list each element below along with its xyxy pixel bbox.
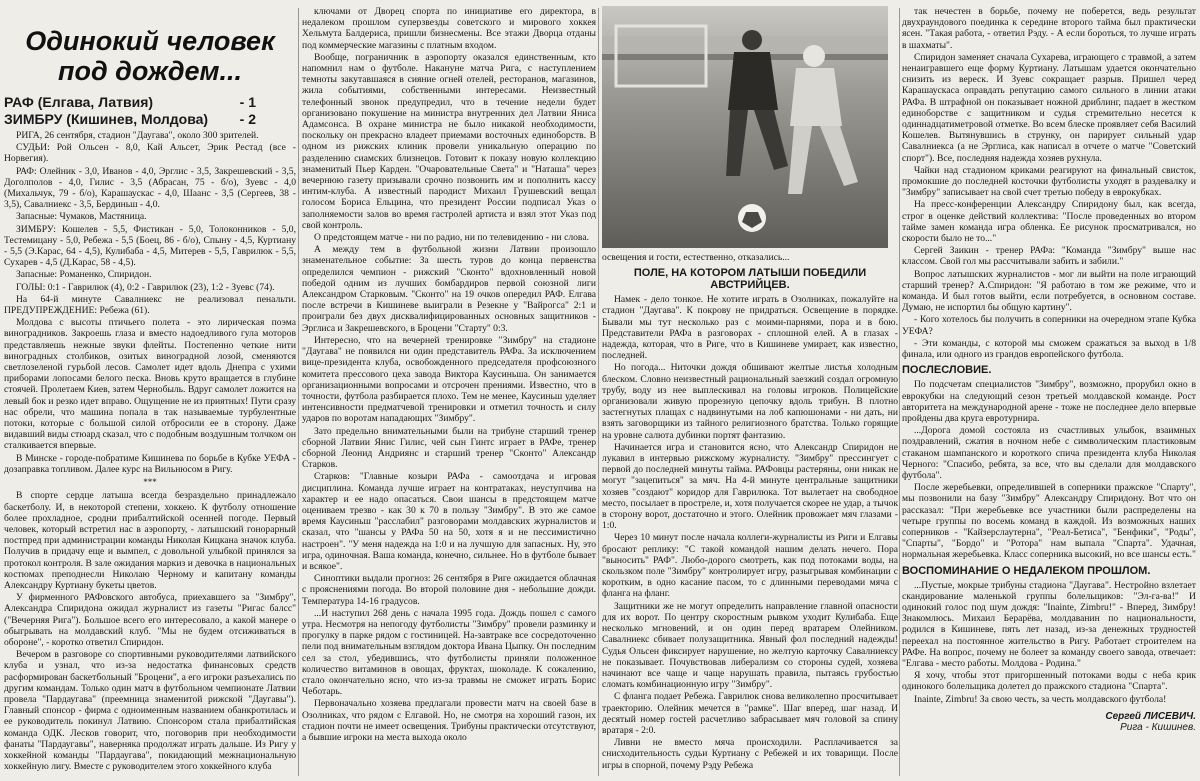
column-divider	[598, 8, 599, 776]
article-paragraph: Синоптики выдали прогноз: 26 сентября в Риге ожидается облачная с прояснениями погода. Во второй половине дня - небольшие дожди. Температура 14-16 градусов.	[302, 573, 596, 607]
section-heading: ПОСЛЕСЛОВИЕ.	[902, 364, 992, 377]
section-separator: ***	[143, 477, 157, 488]
article-paragraph: - Кого хотелось бы получить в соперники на очередном этапе Кубка УЕФА?	[902, 314, 1196, 337]
column-3-body	[602, 294, 898, 771]
article-paragraph: Через 10 минут после начала коллеги-журналисты из Риги и Елгавы бросают реплику: "С такой командой нашим делать нечего. Пора "выносить" РАФ". Любо-дорого смотреть, как под потоками воды, на скользком поле "Зимбру" контролирует игру, разыгрывая комбинации с коротким, в одно касание пасом, то с длинными переводами мяча с фланга на фланг.	[602, 532, 898, 600]
article-paragraph: ГОЛЫ: 0:1 - Гаврилюк (4), 0:2 - Гаврилюк (23), 1:2 - Зуевс (74).	[16, 281, 275, 293]
column-divider	[298, 8, 299, 776]
article-paragraph: О предстоящем матче - ни по радио, ни по телевидению - ни слова.	[314, 232, 589, 244]
article-paragraph: ...Пустые, мокрые трибуны стадиона "Даугава". Нестройно взлетает скандирование маленькой группы болельщиков: "Эл-га-ва!" И одинокий голос под шум дождя: "Inainte, Zimbru!" - Вперед, Зимбру! Знакомлюсь. Михаил Берарёва, молдаванин по национальности, родился в Кишиневе, пять лет назад, из-за денежных трудностей переехал на постоянное жительство в Ригу. Работает строителем на РАФе. На вопрос, почему не болеет за команду своего завода, отвечает: "Елгава - место работы. Молдова - Родина."	[902, 579, 1196, 669]
article-paragraph: ...Дорога домой состояла из счастливых улыбок, взаимных поздравлений, сжатия в ночном небе с символическим пластиковым стаканом шампанского и короткого спича президента клуба Николая Черного: "Спасибо, ребята, за все, что вы сделали для молдавского футбола".	[902, 425, 1196, 481]
column-1	[4, 6, 296, 776]
author-signature	[902, 711, 1196, 733]
article-paragraph: Ливни не вместо мяча происходили. Расплачивается за снисходительность судьи Куртиану с Ребежей и их товарищи. После игры в спорной, почему Рэду Ребежа	[602, 737, 898, 771]
article-paragraph: ЗИМБРУ: Кошелев - 5,5, Фистикан - 5,0, Толоконников - 5,0, Тестемицану - 5,0, Ребежа - 5,5 (Боец, 86 - б/о), Спыну - 4,5, Куртиану - 5,5 (Э.Карас, 64 - 4,5), Кулибаба - 4,5, Митерев - 5,5, Гаврилюк - 5,5, Сухарев - 4,5 (Д.Карас, 58 - 4,5).	[4, 223, 296, 269]
article-paragraph: С фланга подает Ребежа. Гаврилюк снова великолепно просчитывает траекторию. Олейник мечется в "рамке". Шаг вперед, шаг назад. И десятый номер гостей расчетливо забрасывает мяч головой за спину вратаря - 2:0.	[602, 691, 898, 736]
article-paragraph: Сергей Заикин - тренер РАФа: "Команда "Зимбру" выше нас классом. Свой гол мы рассчитывали забить и забили."	[902, 245, 1196, 268]
article-paragraph: Первоначально хозяева предлагали провести матч на своей базе в Озолниках, что рядом с Елгавой. Но, не смотря на хороший газон, их стадион почти не имеет освещения. Трибуны практически отсутствуют, а бывшие игроки на места выхода около	[302, 698, 596, 743]
team2-score: - 2	[239, 111, 256, 127]
article-paragraph: Молдова с высоты птичьего полета - это лирическая поэма виноградников. Закроешь глаза и вместо надоедливого гула моторов представляешь нежные звуки флейты. Постепенно четкие нити виноградных столбиков, озитых виноградной лозой, сменяются светлозеленой гурьбой лесов. Самолет идет вдоль Днепра с ухими приборами лопосами белого песка. Вновь круто вращается в глубине стоячей. Пролетаем Киев, затем Чернобыль. Вдруг самолет ложится на левый бок и резко идет вправо. Ощущение не из приятных! Пути сразу нас обрели, что машина попала в так называемые турбулентные потоки, которые с большой силой отбросили ее в сторону. Даже видавший виды стюард сказал, что с подобным воздушным толчком он сталкивается впервые.	[4, 317, 296, 452]
article-paragraph: Интересно, что на вечерней тренировке "Зимбру" на стадионе "Даугава" не появился ни один представитель РАФа. За исключением вице-президента клуба, освобожденного председателя профсоюзного комитета прессового цеха завода Виктора Каусиньша. Он занимается организационными вопросами и отсрочен прениями. Известно, что в точности, футбола разбирается плохо. Тем не менее, Каусиньш уделяет интенсивности предматчевой тренировки и отметил точность и силу ударов по воротам нападающих "Зимбру".	[302, 334, 596, 425]
article-paragraph: Чайки над стадионом криками реагируют на финальный свисток, промокшие до последней косточки футболисты уходят в раздевалку и "Зимбру" записывает на свой счет третью победу в еврокубках.	[902, 164, 1196, 199]
column-4-body	[902, 6, 1196, 705]
article-paragraph: Старков: "Главные козыри РАФа - самоотдача и игровая дисциплина. Команда лучше играет на контратаках, неуступчива на характер и ее надо опасаться. Свои шансы в предстоящем матче оцениваем трезво - как 30 к 70 в пользу "Зимбру". В это же самое время Каусиньш "расслабил" разговорами молдавских журналистов и сказал, что "шансы у РАФа 50 на 50, хотя я и не пессимистично настроен". "У меня надежда на 1:0 и на лучшую для запасных. Ну, это игра, одиночная. Ваша команда, конечно, сильнее. Но в футболе бывает и всякое".	[302, 471, 596, 572]
section-heading: ПОЛЕ, НА КОТОРОМ ЛАТЫШИ ПОБЕДИЛИ АВСТРИЙЦЕВ.	[633, 267, 867, 292]
column-2	[302, 6, 596, 776]
article-paragraph: На пресс-конференции Александру Спиридону был, как всегда, строг в оценке действий коллектива: "После проведенных во втором тайме замен команда игра обленка. Ее рисунок просматривался, но скорости было не то..."	[902, 199, 1196, 245]
section-heading: ВОСПОМИНАНИЕ О НЕДАЛЕКОМ ПРОШЛОМ.	[902, 564, 1151, 577]
article-paragraph: ключами от Дворец спорта по инициативе его директора, в недалеком прошлом суперзвезды советского и мирового хоккея Хельмута Балдериса, пришли бизнесмены. Все этажи Дворца отданы под коммерческие магазины с платным входом.	[302, 6, 596, 51]
article-paragraph: Inainte, Zimbru! За свою честь, за честь молдавского футбола!	[914, 693, 1167, 705]
article-paragraph: Зато предельно внимательными были на трибуне старший тренер сборной Латвии Янис Гилис, чей сын Гинтс играет в РАФе, тренер сборной Леонид Андриянс и старший тренер "Сконто" Александр Старков.	[302, 425, 596, 471]
article-paragraph: Защитники же не могут определить направление главной опасности для их ворот. По центру скоростным рывком уходит Кулибаба. Еще несколько мгновений, и он один перед вратарем Олейником. Савалниекс сбивает полузащитника. Явный фол последний надежды! Судья Ольсен фиксирует нарушение, но желтую карточку Савалниексу не показывает. Почувствовав либерализм со стороны судей, хозяева начинают все чаще и чаще нарушать правила, пытаясь грубостью сломать комбинационную игру "Зимбру".	[602, 600, 898, 691]
article-paragraph: Начинается игра и становится ясно, что Александр Спиридон не лукавил в интервью рижскому журналисту. "Зимбру" прессингует с первой до последней минуты тайма. РАФовцы растеряны, они никак не могут "зацепиться" за мяч. На 4-й минуте центральные защитники хозяев "создают" коридор для Гаврилюка. Тот вылетает на свободное место, посылает в простреле, и, хотя получается скорее не удар, а тычок в сторону ворот, достаточно и этого. Олейник провожает мяч глазами - 1:0.	[602, 441, 898, 532]
article-paragraph: Вообще, пограничник в аэропорту оказался единственным, кто напомнил нам о футболе. Накануне матча Рига, с наступлением темноты закутавшаяся в сияние огней отелей, ресторанов, магазинов, жила событиями, собственными интересами. Неизвестный телефонный звонок предупредил, что в течение недели будет организовано покушение на министра внутренних дел Латвии Яниса Адамсонса. В охране министра не было никакой необходимости, поскольку он прекрасно владеет приемами восточных единоборств. В одном из рижских клиник провели уникальную операцию по разделению сиамских близнецов. Готовит к показу новую коллекцию знаменитый Пьер Карден. "Очаровательные Света" и "Наташа" через вечернюю газету призывали срочно позвонить им и пополнить кассу интим-клуба. А известный пародист Михаил Грушевский вещал голосом Бориса Ельцина, что президент России подписал Указ о заполняемости залов во время гастролей артиста и взял этот Указ под свой контроль.	[302, 51, 596, 231]
article-paragraph: Запасные: Романенко, Спиридон.	[16, 269, 152, 281]
article-paragraph: У фирменного РАФовского автобуса, приехавшего за "Зимбру", Александра Спиридона ожидал журналист из газеты "Ригас балсс" ("Вечерняя Рига"). Большое всего его интересовало, а какой манере о обыгрывать на молдавский клуб. "Мы не будем отсиживаться в обороне", - коротко ответил Спиридон.	[4, 592, 296, 648]
article-paragraph: Вопрос латышских журналистов - мог ли выйти на поле играющий старший тренер? А.Спиридон: "Я работаю в том же режиме, что и команда. И был готов выйти, если потребуется, в основном составе. Думаю, не испортил бы общую картину".	[902, 268, 1196, 314]
article-paragraph: По подсчетам специалистов "Зимбру", возможно, прорубил окно в еврокубки на следующий сезон третьей молдавской команде. Рост авторитета на международной арене - тоже не последнее дело впервые пройдены два круга еврoтурнира.	[902, 379, 1196, 424]
article-paragraph: Я хочу, чтобы этот пригоршенный потоками воды с неба крик одинокого болельщика долетел до пражского стадиона "Спарта".	[902, 670, 1196, 693]
article-paragraph: Намек - дело тонкое. Не хотите играть в Озолниках, пожалуйте на стадион "Даугава". К покрову не придраться. Освещение в порядке. Бывали мы тут несколько раз с моими-парнями, пора и в бою. Представители РАФа в разговорах - сплошной елей. А в глазах - надежда, которая, что в Риге, что в Кишиневе умирает, как известно, последней.	[602, 294, 898, 362]
photo-caption: освещения и гости, естественно, отказались...	[602, 252, 790, 263]
match-photo	[602, 6, 888, 248]
article-paragraph: В Минске - городе-побратиме Кишинева по борьбе в Кубке УЕФА - дозаправка топливом. Далее курс на Вильнюсом в Ригу.	[4, 452, 296, 475]
article-paragraph: После жеребьевки, определившей в соперники пражское "Спарту", мы позвонили на базу "Зимбру" Александру Спиридону. Вот что он рассказал: "При жеребьевке все участники были распределены на четыре группы по восемь команд в каждой. Из возможных наших соперников - "Кайзерслаутерна", "Реал-Бетиса", "Бенфики", "Роды", "Спарты", "Бордо" и "Ротора" нам выпала "Спарта". Удачная, нормальная жеребьевка. Класс соперника высокий, но все шансы есть."	[902, 482, 1196, 561]
column-4	[902, 6, 1196, 776]
match-team2	[4, 111, 296, 128]
article-paragraph: ...И наступил 268 день с начала 1995 года. Дождь пошел с самого утра. Несмотря на непогоду футболисты "Зимбру" провели разминку и прогулку в парке рядом с гостиницей. На-завтраке все сосредоточенно пели под внимательным взглядом доктора Ивана Цыпку. Он последним сел за стол, убедившись, что футболисты приняли положенное количество витаминов в овощах, фруктах, шоколаде. К сожалению, стало окончательно ясно, что из-за травмы не сможет играть Борис Чеботарь.	[302, 607, 596, 698]
team1-name: РАФ (Елгава, Латвия)	[4, 94, 154, 110]
column-2-body	[302, 6, 596, 743]
article-paragraph: Спиридон заменяет сначала Сухарева, играющего с травмой, а затем ненаигравшего еще форму Куртиану. Латышам удается окончательно снизить из вереск. И Зуевс сокращает разрыв. Пришел черед Карашаускаса оправдать репутацию самого сильного в линии атаки РАФа. В штрафной он показывает ножной дриблинг, падает в жестком единоборстве с защитником и судья стремительно несется к одиннадцатиметровой отметке. Во всем блеске проявляет себя Василий Кошелев. Вытянувшись в струнку, он парирует сильный удар Савалниекса (а не Эрглиса, как написал в отчете о матче "Советский спорт"). Все, последняя надежда хозяев рухнула.	[902, 51, 1196, 164]
article-paragraph: Но погода... Ниточки дождя обшивают желтые листья холодным блеском. Словно неизвестный рациональный заезжий создал огромную трубу, воду из нее выплескивал на головы игроков. Полицейские организовали живую прорезную цепочку вдоль трибун. В плотно застегнутых плащах с надвинутыми на лоб капюшонами - ни дать, ни взять заговорщики из тайного религиозного братства. Только горящие на уровне салюта дубинки портят фантазию.	[602, 362, 898, 441]
match-team1	[4, 94, 296, 111]
article-paragraph: Запасные: Чумаков, Мастяница.	[16, 211, 147, 223]
column-1-body	[4, 130, 296, 772]
author-name: Сергей ЛИСЕВИЧ.	[1105, 710, 1196, 722]
column-divider	[899, 8, 900, 776]
article-paragraph: А между тем в футбольной жизни Латвии произошло знаменательное событие: За шесть туров до конца первенства определился чемпион - рижский "Сконто" вдохновленный новой победой одним из лучших бомбардиров первой союзной лиги Александром Старковым. "Сконто" на 19 очков опередил РАФ. Елгава после встречи в Кишиневе выиграли в Резекне у "Вайрогса" 2:1 и проиграли без двух дисквалифицированных основных защитников - Эрглиса и Закрешевского, в Броцени "Старту" 0:3.	[302, 244, 596, 334]
article-headline: Одинокий человек под дождем...	[25, 26, 275, 86]
article-paragraph: РАФ: Олейник - 3,0, Иванов - 4,0, Эрглис - 3,5, Закрешевский - 3,5, Доголполов - 4,0, Гилис - 3,5 (Абрасан, 75 - б/о), Зуевс - 4,0 (Михальчук, 79 - б/о), Карашаускас - 4,0, Шаанс - 3,5 (Сергеев, 38 - 3,5), Савалниекс - 3,5, Бердиньш - 4,0.	[4, 165, 296, 211]
column-3	[602, 6, 898, 776]
team2-name: ЗИМБРУ (Кишинев, Молдова)	[4, 111, 209, 127]
article-paragraph: В спорте сердце латыша всегда безраздельно принадлежало баскетболу. И, в некоторой степени, хоккею. К футболу отношение более прохладное, сродни прибалтийской осенней погоде. Первый человек, который встретил нас в аэропорту, - латышский гонорарный постпред при администрации команды Николая Кицкана значок клуба. Получив в придачу еще и вымпел, с довольной улыбкой принялся за протокол контроля. В зале ожидания маркиз и девочка в национальных костюмах преподнесли Николаю Черному и капитану команды Александру Куртиану букеты цветов.	[4, 490, 296, 591]
article-paragraph: СУДЬИ: Рой Ольсен - 8,0, Кай Альсет, Эрик Рестад (все - Норвегия).	[4, 142, 296, 165]
article-paragraph: Вечером в разговоре со спортивными руководителями латвийского клуба и узнал, что из-за недостатка финансовых средств расформирован баскетбольный "Броцени", а его игроки разъехались по другим командам. Только один матч в футбольном чемпионате Латвии провела "Пардаугава" (преемница знаменитой рижской "Даугавы"). Главный спонсор - фирма с одноименным названием обанкротилась и ее руководитель покинул Латвию. Спонсором стала прибалтийская команда ОДК. Лесков говорит, что, поговорив при необходимости фанаты "Пардаугавы", наверняка продолжат играть дальше. Из Ригу у хоккейной команды "Пардаугава", покидающий межнациональную хоккейную лигу. Вместе с руководителем этого хоккейного клуба	[4, 649, 296, 773]
author-city: Рига - Кишинев.	[1120, 721, 1196, 733]
article-paragraph: На 64-й минуте Савалниекс не реализовал пенальти. ПРЕДУПРЕЖДЕНИЕ: Ребежа (61).	[4, 293, 296, 317]
team1-score: - 1	[239, 94, 256, 110]
football-players-image	[602, 6, 888, 248]
article-paragraph: РИГА, 26 сентября, стадион "Даугава", около 300 зрителей.	[16, 130, 259, 141]
article-paragraph: так нечестен в борьбе, почему не поберется, ведь результат двухраундового поединка к середине второго тайма был практически ясен. "Такая работа, - ответил Рэду. - А если бороться, то лучше играть в шахматы".	[902, 6, 1196, 51]
article-paragraph: - Эти команды, с которой мы сможем сражаться за выход в 1/8 финала, или одного из грандов европейского футбола.	[902, 337, 1196, 361]
